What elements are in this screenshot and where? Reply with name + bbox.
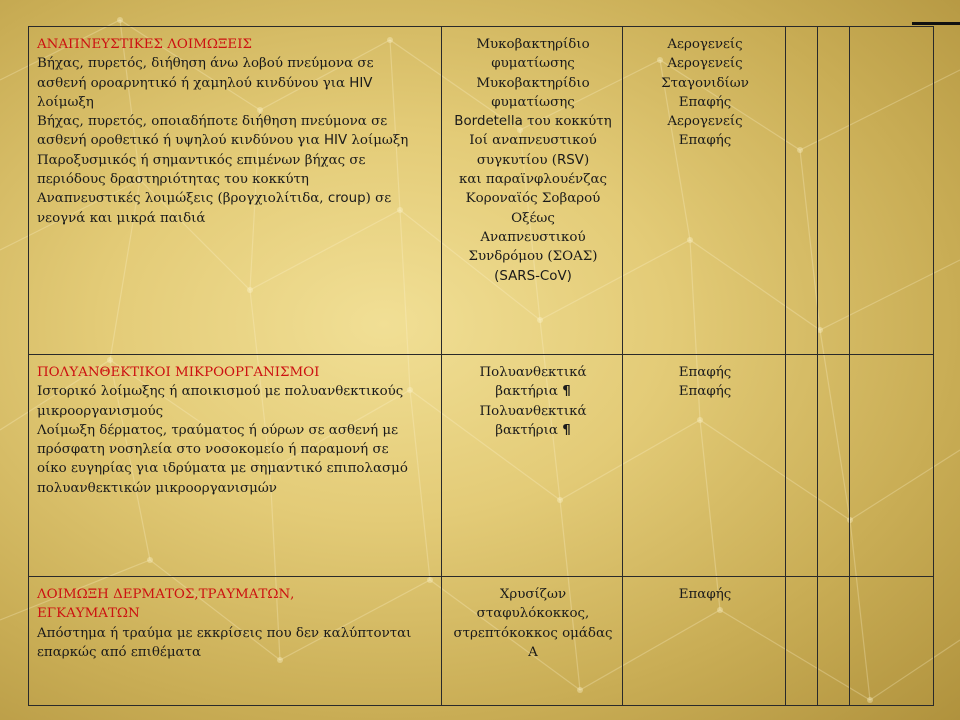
transmission-lines — [631, 585, 779, 604]
text-line — [450, 267, 616, 286]
text-run: Σταγονιδίων — [661, 75, 749, 91]
text-line — [631, 93, 779, 112]
text-line — [631, 74, 779, 93]
table-row-multiresistant — [29, 355, 934, 577]
text-run: Αερογενείς — [667, 37, 743, 52]
text-line — [37, 131, 435, 150]
text-run: επαρκώς από επιθέματα — [37, 644, 202, 660]
symptom-lines — [37, 624, 435, 663]
text-run: ) — [583, 152, 590, 168]
text-line — [450, 131, 616, 170]
empty-cell — [786, 577, 818, 706]
transmission-lines — [631, 363, 779, 402]
latin-term: croup — [327, 191, 366, 207]
latin-term: RSV — [556, 152, 584, 168]
precautions-table — [28, 26, 934, 706]
text-run: Μυκοβακτηρίδιο — [476, 37, 590, 52]
pathogens-cell — [442, 355, 623, 577]
text-run: και παραϊνφλουένζας — [458, 172, 607, 188]
text-line — [37, 209, 435, 228]
text-run: βακτήρια — [495, 422, 563, 438]
text-line — [37, 112, 435, 131]
latin-term: Bordetella — [454, 114, 523, 130]
symptoms-cell — [29, 355, 442, 577]
text-line — [450, 74, 616, 93]
empty-cell — [818, 577, 850, 706]
text-run: Βήχας, πυρετός, οποιαδήποτε διήθηση πνεύμονα σε — [37, 114, 388, 130]
text-line — [450, 363, 616, 382]
text-line — [450, 585, 616, 624]
text-run: Ιοί αναπνευστικού συγκυτίου ( — [469, 133, 597, 168]
text-run: ασθενή οροθετικό ή υψηλού κινδύνου για — [37, 133, 324, 149]
text-run: Ιστορικό λοίμωξης ή αποικισμού με πολυανθεκτικούς — [37, 384, 404, 400]
latin-term: (SARS-CoV) — [494, 268, 572, 284]
text-run: περιόδους δραστηριότητας του κοκκύτη — [37, 172, 309, 188]
text-line — [37, 382, 435, 401]
text-run: Αερογενείς — [667, 114, 743, 130]
text-run: πολυανθεκτικών μικροοργανισμών — [37, 480, 277, 496]
text-run: Χρυσίζων σταφυλόκοκκος, — [476, 587, 590, 622]
text-run: πρόσφατη νοσηλεία στο νοσοκομείο ή παραμονή σε — [37, 442, 389, 458]
text-line — [631, 54, 779, 73]
pathogens-cell — [442, 27, 623, 355]
latin-term: HIV — [323, 133, 348, 149]
text-line — [37, 402, 435, 421]
category-header: ΕΓΚΑΥΜΑΤΩΝ — [37, 606, 140, 622]
text-run: λοίμωξη — [347, 133, 409, 149]
text-run: Επαφής — [678, 94, 732, 110]
text-line — [450, 624, 616, 663]
text-line — [631, 112, 779, 131]
text-line — [450, 228, 616, 267]
text-run: ) σε — [365, 191, 392, 207]
transmission-lines — [631, 35, 779, 151]
text-run: Αναπνευστικές λοιμώξεις (βρογχιολίτιδα, — [37, 191, 328, 207]
empty-cell — [786, 27, 818, 355]
text-run: του κοκκύτη — [522, 114, 612, 130]
empty-cell — [818, 355, 850, 577]
text-run: στρεπτόκοκκος ομάδας Α — [453, 625, 613, 660]
symptom-lines — [37, 382, 435, 498]
text-run: φυματίωσης — [491, 94, 575, 110]
text-run: Παροξυσμικός ή σημαντικός επιμένων βήχας σε — [37, 152, 366, 168]
text-run: Αναπνευστικού Συνδρόμου (ΣΟΑΣ) — [468, 229, 598, 265]
text-line — [450, 112, 616, 131]
empty-cell — [850, 577, 934, 706]
symptom-lines — [37, 54, 435, 228]
text-line — [37, 624, 435, 643]
text-run: βακτήρια — [495, 384, 563, 400]
text-run: Πολυανθεκτικά — [479, 403, 587, 419]
text-run: Απόστημα ή τραύμα με εκκρίσεις που δεν καλύπτονται — [37, 625, 412, 641]
text-line — [37, 151, 435, 170]
text-line — [631, 382, 779, 401]
text-line — [631, 363, 779, 382]
text-run: Μυκοβακτηρίδιο — [476, 75, 590, 91]
text-run: Βήχας, πυρετός, διήθηση άνω λοβού πνεύμονα σε — [37, 56, 374, 72]
pilcrow-mark: ¶ — [562, 384, 571, 400]
text-run: νεογνά και μικρά παιδιά — [37, 210, 206, 226]
text-line — [37, 421, 435, 440]
text-run: Επαφής — [678, 384, 732, 400]
text-line — [450, 402, 616, 421]
text-run: λοίμωξη — [37, 94, 94, 110]
text-line — [37, 189, 435, 208]
empty-cell — [850, 355, 934, 577]
text-line — [37, 479, 435, 498]
table-row-respiratory — [29, 27, 934, 355]
text-run: Κοροναϊός Σοβαρού Οξέως — [465, 191, 601, 226]
pathogen-lines — [450, 585, 616, 662]
text-run: Επαφής — [678, 587, 732, 602]
text-line — [37, 440, 435, 459]
text-line — [631, 35, 779, 54]
pathogen-lines — [450, 35, 616, 286]
text-line — [37, 170, 435, 189]
text-run: Επαφής — [678, 133, 732, 149]
text-run: Πολυανθεκτικά — [479, 365, 587, 380]
text-line — [450, 170, 616, 189]
table-row-skin-wounds — [29, 577, 934, 706]
text-run: Λοίμωξη δέρματος, τραύματος ή ούρων σε ασθενή με — [37, 422, 399, 438]
text-line — [450, 421, 616, 440]
text-line — [450, 35, 616, 54]
pathogen-lines — [450, 363, 616, 440]
text-run: μικροοργανισμούς — [37, 403, 164, 419]
text-line — [37, 459, 435, 478]
category-header: ΑΝΑΠΝΕΥΣΤΙΚΕΣ ΛΟΙΜΩΞΕΙΣ — [37, 37, 252, 52]
empty-cell — [818, 27, 850, 355]
category-header: ΛΟΙΜΩΞΗ ΔΕΡΜΑΤΟΣ,ΤΡΑΥΜΑΤΩΝ, — [37, 587, 295, 602]
symptoms-cell — [29, 27, 442, 355]
top-right-rule — [912, 22, 960, 25]
empty-cell — [850, 27, 934, 355]
category-header: ΠΟΛΥΑΝΘΕΚΤΙΚΟΙ ΜΙΚΡΟΟΡΓΑΝΙΣΜΟΙ — [37, 365, 320, 380]
text-line — [450, 382, 616, 401]
transmission-cell — [623, 577, 786, 706]
empty-cell — [786, 355, 818, 577]
text-line — [37, 643, 435, 662]
symptoms-cell — [29, 577, 442, 706]
text-run: Αερογενείς — [667, 56, 743, 72]
transmission-cell — [623, 355, 786, 577]
text-line — [37, 54, 435, 73]
transmission-cell — [623, 27, 786, 355]
text-line — [631, 131, 779, 150]
text-run: Επαφής — [678, 365, 732, 380]
text-run: οίκο ευγηρίας για ιδρύματα με σημαντικό επιπολασμό — [37, 461, 408, 477]
text-run: ασθενή οροαρνητικό ή χαμηλού κινδύνου για — [37, 75, 350, 91]
pilcrow-mark: ¶ — [562, 422, 571, 438]
text-line — [450, 54, 616, 73]
text-run: φυματίωσης — [491, 56, 575, 72]
text-line — [450, 189, 616, 228]
latin-term: HIV — [349, 75, 373, 91]
text-line — [450, 93, 616, 112]
text-line — [37, 74, 435, 93]
pathogens-cell — [442, 577, 623, 706]
text-line — [37, 93, 435, 112]
text-line — [631, 585, 779, 604]
